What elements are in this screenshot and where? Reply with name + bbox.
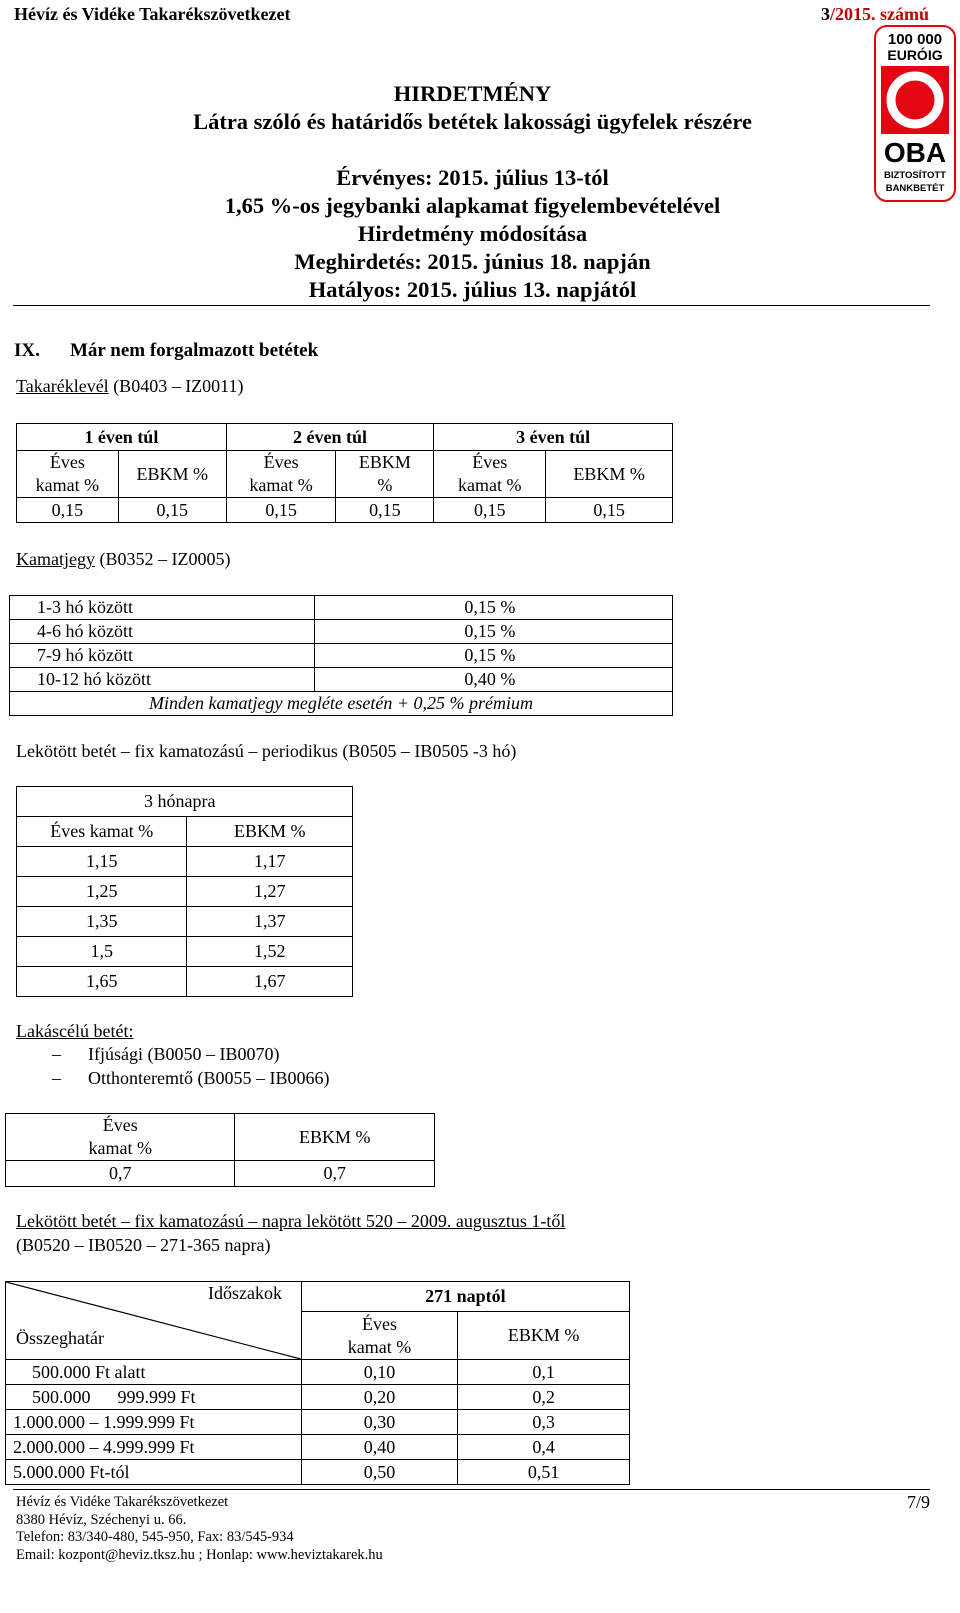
footer-bank-name: Hévíz és Vidéke Takarékszövetkezet xyxy=(16,1494,229,1510)
table-cell: 0,15 xyxy=(118,498,226,523)
list-item xyxy=(52,1068,329,1089)
table-cell: 1,5 xyxy=(17,937,187,967)
doc-subtitle: Látra szóló és határidős betétek lakossági ügyfelek részére xyxy=(193,109,752,134)
table-cell: 1,52 xyxy=(187,937,353,967)
table-cell: 1,35 xyxy=(17,907,187,937)
diagonal-header-bottom: Összeghatár xyxy=(16,1328,104,1348)
daily-deposit-table xyxy=(5,1281,630,1485)
diagonal-header-top: Időszakok xyxy=(208,1283,282,1303)
table-cell: 7-9 hó között xyxy=(10,644,315,668)
table-cell: 0,15 xyxy=(336,498,434,523)
doc-number-suffix: /2015. számú xyxy=(830,4,929,24)
table-cell: 1,25 xyxy=(17,877,187,907)
col-header-ebkm: EBKM % xyxy=(458,1312,630,1360)
logo-brand: OBA xyxy=(883,137,947,168)
table-cell: 1,17 xyxy=(187,847,353,877)
kamatjegy-name: Kamatjegy xyxy=(16,549,95,569)
logo-amount: 100 000 xyxy=(887,31,943,48)
col-header-ebkm: EBKM % xyxy=(546,451,673,498)
table-cell: 1-3 hó között xyxy=(10,596,315,620)
table-cell: 4-6 hó között xyxy=(10,620,315,644)
col-header-line: kamat % xyxy=(35,475,100,495)
page-number: 7/9 xyxy=(906,1492,930,1512)
table-row xyxy=(10,620,673,644)
period-header: 3 éven túl xyxy=(434,424,673,451)
list-item-text: Ifjúsági (B0050 – IB0070) xyxy=(88,1044,280,1064)
table-cell: 0,15 xyxy=(226,498,336,523)
footer-address: 8380 Hévíz, Széchenyi u. 66. xyxy=(16,1511,187,1528)
housing-deposit-table xyxy=(5,1113,435,1187)
period-header: 2 éven túl xyxy=(226,424,434,451)
table-cell: 1,27 xyxy=(187,877,353,907)
col-header-annual-rate: Éves kamat % xyxy=(17,817,187,847)
footer-block xyxy=(16,1494,383,1564)
list-item-text: Otthonteremtő (B0055 – IB0066) xyxy=(88,1068,330,1088)
bank-name-header: Hévíz és Vidéke Takarékszövetkezet xyxy=(14,4,291,24)
takareklevel-heading xyxy=(16,376,244,397)
table-row xyxy=(6,1385,630,1410)
col-header-line: kamat % xyxy=(458,475,522,495)
table-cell: 0,50 xyxy=(301,1460,458,1485)
table-cell: 500.000 Ft alatt xyxy=(6,1360,302,1385)
col-header-annual-rate xyxy=(6,1114,235,1161)
col-header-line: Éves xyxy=(362,1313,397,1334)
daily-deposit-heading: Lekötött betét – fix kamatozású – napra lekötött 520 – 2009. augusztus 1-től xyxy=(16,1211,566,1231)
table-cell: 0,4 xyxy=(458,1435,630,1460)
table-row xyxy=(6,1360,630,1385)
period-header: 271 naptól xyxy=(301,1282,629,1312)
diagonal-header-cell xyxy=(6,1282,302,1360)
col-header-annual-rate xyxy=(226,451,336,498)
dash-bullet: – xyxy=(52,1044,61,1064)
dash-bullet: – xyxy=(52,1068,61,1088)
table-cell: 2.000.000 – 4.999.999 Ft xyxy=(6,1435,302,1460)
table-cell: 0,3 xyxy=(458,1410,630,1435)
kamatjegy-heading xyxy=(16,549,230,570)
table-cell: 1,37 xyxy=(187,907,353,937)
section-title: Már nem forgalmazott betétek xyxy=(70,340,319,361)
kamatjegy-table xyxy=(9,595,673,716)
takareklevel-table xyxy=(16,423,673,523)
col-header-ebkm xyxy=(336,451,434,498)
table-row xyxy=(6,1435,630,1460)
col-header-annual-rate xyxy=(434,451,546,498)
table-row xyxy=(17,847,353,877)
housing-deposit-heading: Lakáscélú betét: xyxy=(16,1021,134,1041)
table-row xyxy=(10,644,673,668)
logo-line1: BIZTOSÍTOTT xyxy=(884,170,946,181)
col-header-annual-rate xyxy=(17,451,119,498)
document-number xyxy=(821,4,929,25)
takareklevel-code: (B0403 – IZ0011) xyxy=(113,376,244,396)
validity-block xyxy=(0,164,945,304)
col-header-line: % xyxy=(377,475,393,495)
table-cell: 0,15 xyxy=(17,498,119,523)
doc-title: HIRDETMÉNY xyxy=(393,81,552,106)
table-cell: 0,15 xyxy=(546,498,673,523)
table-cell: 1,15 xyxy=(17,847,187,877)
valid-from: Érvényes: 2015. július 13-tól xyxy=(336,165,609,190)
col-header-line: Éves xyxy=(102,1115,138,1135)
period-header: 1 éven túl xyxy=(17,424,227,451)
table-row xyxy=(17,877,353,907)
col-header-annual-rate xyxy=(301,1312,458,1360)
table-row xyxy=(10,596,673,620)
table-cell: 0,15 xyxy=(434,498,546,523)
periodic-deposit-table xyxy=(16,786,353,997)
col-header-ebkm: EBKM % xyxy=(235,1114,435,1161)
kamatjegy-code: (B0352 – IZ0005) xyxy=(99,549,231,569)
table-row xyxy=(17,907,353,937)
effective-date: Hatályos: 2015. július 13. napjától xyxy=(308,277,637,302)
table-row xyxy=(6,1161,435,1187)
table-cell: 500.000 999.999 Ft xyxy=(6,1385,302,1410)
table-cell: 5.000.000 Ft-tól xyxy=(6,1460,302,1485)
logo-currency: EURÓIG xyxy=(887,47,943,63)
footer-email: Email: kozpont@heviz.tksz.hu ; Honlap: www.heviztakarek.hu xyxy=(16,1546,383,1563)
base-rate-note: 1,65 %-os jegybanki alapkamat figyelembevételével xyxy=(224,193,721,218)
table-cell: 0,40 xyxy=(301,1435,458,1460)
table-cell: 0,40 % xyxy=(315,668,673,692)
table-cell: 1,67 xyxy=(187,967,353,997)
footer-phone: Telefon: 83/340-480, 545-950, Fax: 83/545-934 xyxy=(16,1529,294,1545)
col-header-line: Éves xyxy=(49,452,85,472)
col-header-line: Éves xyxy=(472,452,508,472)
section-number: IX. xyxy=(14,340,40,361)
title-block xyxy=(0,80,945,136)
table-cell: 0,1 xyxy=(458,1360,630,1385)
takareklevel-name: Takaréklevél xyxy=(16,376,109,396)
announcement-date: Meghirdetés: 2015. június 18. napján xyxy=(294,249,651,274)
table-cell: 10-12 hó között xyxy=(10,668,315,692)
table-cell: 0,15 % xyxy=(315,620,673,644)
col-header-line: EBKM xyxy=(358,452,411,472)
table-row xyxy=(6,1410,630,1435)
table-row xyxy=(10,692,673,716)
col-header-line: kamat % xyxy=(88,1138,152,1158)
table-cell: 0,7 xyxy=(235,1161,435,1187)
table-row xyxy=(6,1460,630,1485)
premium-note: Minden kamatjegy megléte esetén + 0,25 % prémium xyxy=(10,692,673,716)
footer-divider xyxy=(13,1489,930,1490)
table-cell: 0,7 xyxy=(6,1161,235,1187)
daily-deposit-code: (B0520 – IB0520 – 271-365 napra) xyxy=(16,1235,271,1255)
section-heading xyxy=(14,340,318,362)
logo-line2: BANKBETÉT xyxy=(885,183,945,194)
col-header-ebkm: EBKM % xyxy=(118,451,226,498)
table-row xyxy=(17,937,353,967)
col-header-line: kamat % xyxy=(249,475,313,495)
col-header-line: Éves xyxy=(263,452,299,472)
table-cell: 0,15 % xyxy=(315,596,673,620)
table-cell: 1.000.000 – 1.999.999 Ft xyxy=(6,1410,302,1435)
table-cell: 0,51 xyxy=(458,1460,630,1485)
table-cell: 1,65 xyxy=(17,967,187,997)
doc-number-value: 3 xyxy=(821,4,830,24)
table-cell: 0,20 xyxy=(301,1385,458,1410)
period-header: 3 hónapra xyxy=(17,787,353,817)
table-row xyxy=(17,967,353,997)
list-item xyxy=(52,1044,279,1065)
table-row xyxy=(10,668,673,692)
table-cell: 0,2 xyxy=(458,1385,630,1410)
table-cell: 0,15 % xyxy=(315,644,673,668)
col-header-ebkm: EBKM % xyxy=(187,817,353,847)
header-divider xyxy=(13,305,930,306)
modification-note: Hirdetmény módosítása xyxy=(357,221,588,246)
periodic-deposit-heading: Lekötött betét – fix kamatozású – periodikus (B0505 – IB0505 -3 hó) xyxy=(16,741,517,761)
table-cell: 0,10 xyxy=(301,1360,458,1385)
col-header-line: kamat % xyxy=(347,1336,412,1357)
table-cell: 0,30 xyxy=(301,1410,458,1435)
